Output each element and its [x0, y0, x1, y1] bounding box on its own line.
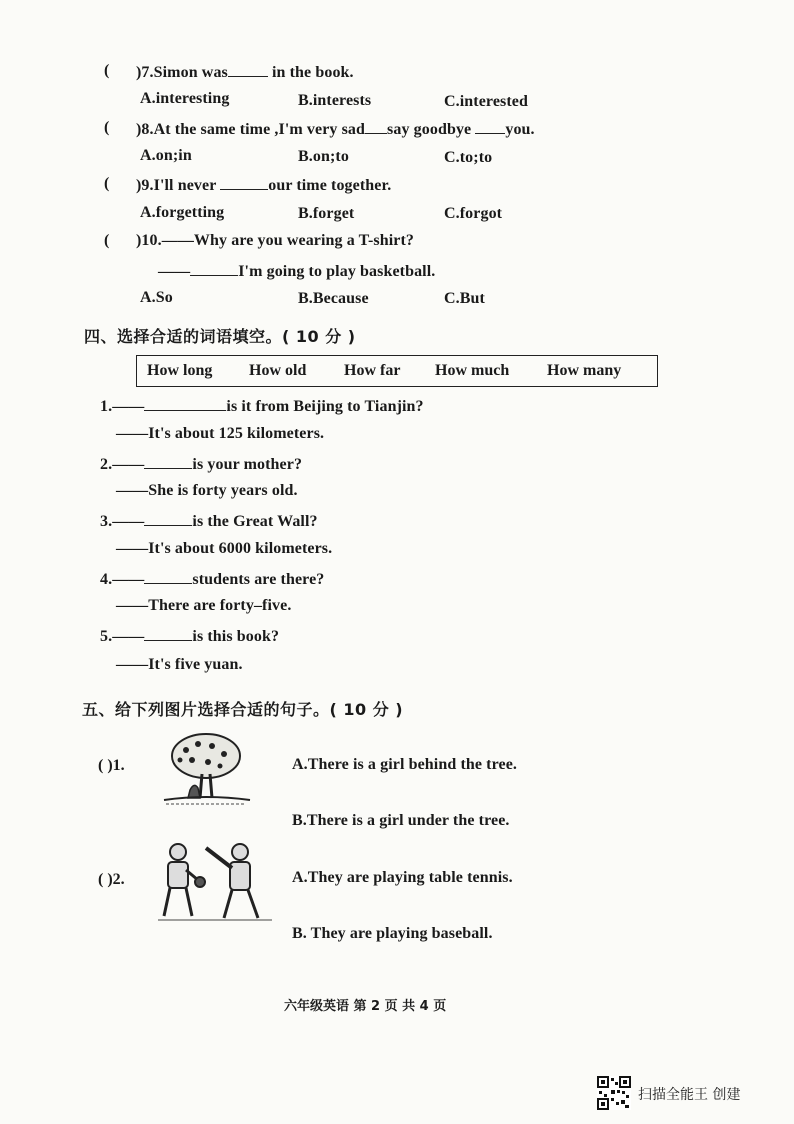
word-bank	[136, 355, 658, 387]
answer-paren[interactable]: (	[104, 232, 110, 249]
baseball-players-picture-icon	[154, 840, 276, 924]
fill-question: 1.—— is it from Beijing to Tianjin?	[100, 398, 424, 415]
word-how-many: How many	[547, 362, 622, 379]
scanner-watermark: 扫描全能王 创建	[638, 1087, 741, 1103]
option-c[interactable]: C.to;to	[444, 149, 493, 166]
answer-blank[interactable]	[190, 261, 238, 276]
option-a[interactable]: A.on;in	[140, 147, 192, 164]
answer-blank[interactable]	[144, 454, 192, 469]
answer-blank[interactable]	[144, 511, 192, 526]
option-c[interactable]: C.forgot	[444, 205, 503, 222]
option-b[interactable]: B.There is a girl under the tree.	[292, 812, 510, 829]
option-a[interactable]: A.There is a girl behind the tree.	[292, 756, 518, 773]
answer-paren[interactable]: ( )1.	[98, 757, 125, 774]
option-b[interactable]: B. They are playing baseball.	[292, 925, 493, 942]
fill-answer: ——It's about 125 kilometers.	[116, 425, 325, 442]
question-stem: )8.At the same time ,I'm very sad say goodbye you.	[136, 121, 535, 138]
option-c[interactable]: C.interested	[444, 93, 528, 110]
option-a[interactable]: A.forgetting	[140, 204, 225, 221]
answer-blank[interactable]	[144, 569, 192, 584]
answer-paren[interactable]: (	[104, 119, 110, 136]
option-b[interactable]: B.Because	[298, 290, 369, 307]
answer-blank[interactable]	[475, 119, 505, 134]
fill-answer: ——There are forty–five.	[116, 597, 292, 614]
answer-paren[interactable]: (	[104, 175, 110, 192]
fill-question: 2.—— is your mother?	[100, 456, 303, 473]
option-b[interactable]: B.forget	[298, 205, 355, 222]
word-how-much: How much	[435, 362, 510, 379]
answer-blank[interactable]	[365, 119, 387, 134]
section-4-title: 四、选择合适的词语填空。( 10 分 )	[84, 327, 356, 346]
answer-blank[interactable]	[228, 62, 268, 77]
fill-answer: ——She is forty years old.	[116, 482, 298, 499]
option-a[interactable]: A.They are playing table tennis.	[292, 869, 513, 886]
option-a[interactable]: A.So	[140, 289, 173, 306]
page-footer: 六年级英语 第 2 页 共 4 页	[284, 999, 447, 1014]
tree-girl-picture-icon	[160, 730, 252, 810]
fill-question: 3.—— is the Great Wall?	[100, 513, 318, 530]
qr-code-icon	[597, 1076, 631, 1110]
fill-answer: ——It's five yuan.	[116, 656, 243, 673]
word-how-long: How long	[147, 362, 213, 379]
answer-blank[interactable]	[144, 396, 226, 411]
word-how-far: How far	[344, 362, 401, 379]
fill-answer: ——It's about 6000 kilometers.	[116, 540, 333, 557]
question-line2: —— I'm going to play basketball.	[158, 263, 436, 280]
fill-question: 5.—— is this book?	[100, 628, 280, 645]
answer-blank[interactable]	[144, 626, 192, 641]
option-c[interactable]: C.But	[444, 290, 485, 307]
answer-paren[interactable]: (	[104, 62, 110, 79]
answer-paren[interactable]: ( )2.	[98, 871, 125, 888]
question-stem: )9.I'll never our time together.	[136, 177, 392, 194]
word-how-old: How old	[249, 362, 307, 379]
answer-blank[interactable]	[220, 175, 268, 190]
option-b[interactable]: B.interests	[298, 92, 372, 109]
fill-question: 4.—— students are there?	[100, 571, 325, 588]
option-a[interactable]: A.interesting	[140, 90, 230, 107]
section-5-title: 五、给下列图片选择合适的句子。( 10 分 )	[82, 700, 404, 719]
option-b[interactable]: B.on;to	[298, 148, 349, 165]
question-stem: )7.Simon was in the book.	[136, 64, 354, 81]
question-stem: )10.——Why are you wearing a T-shirt?	[136, 232, 414, 249]
